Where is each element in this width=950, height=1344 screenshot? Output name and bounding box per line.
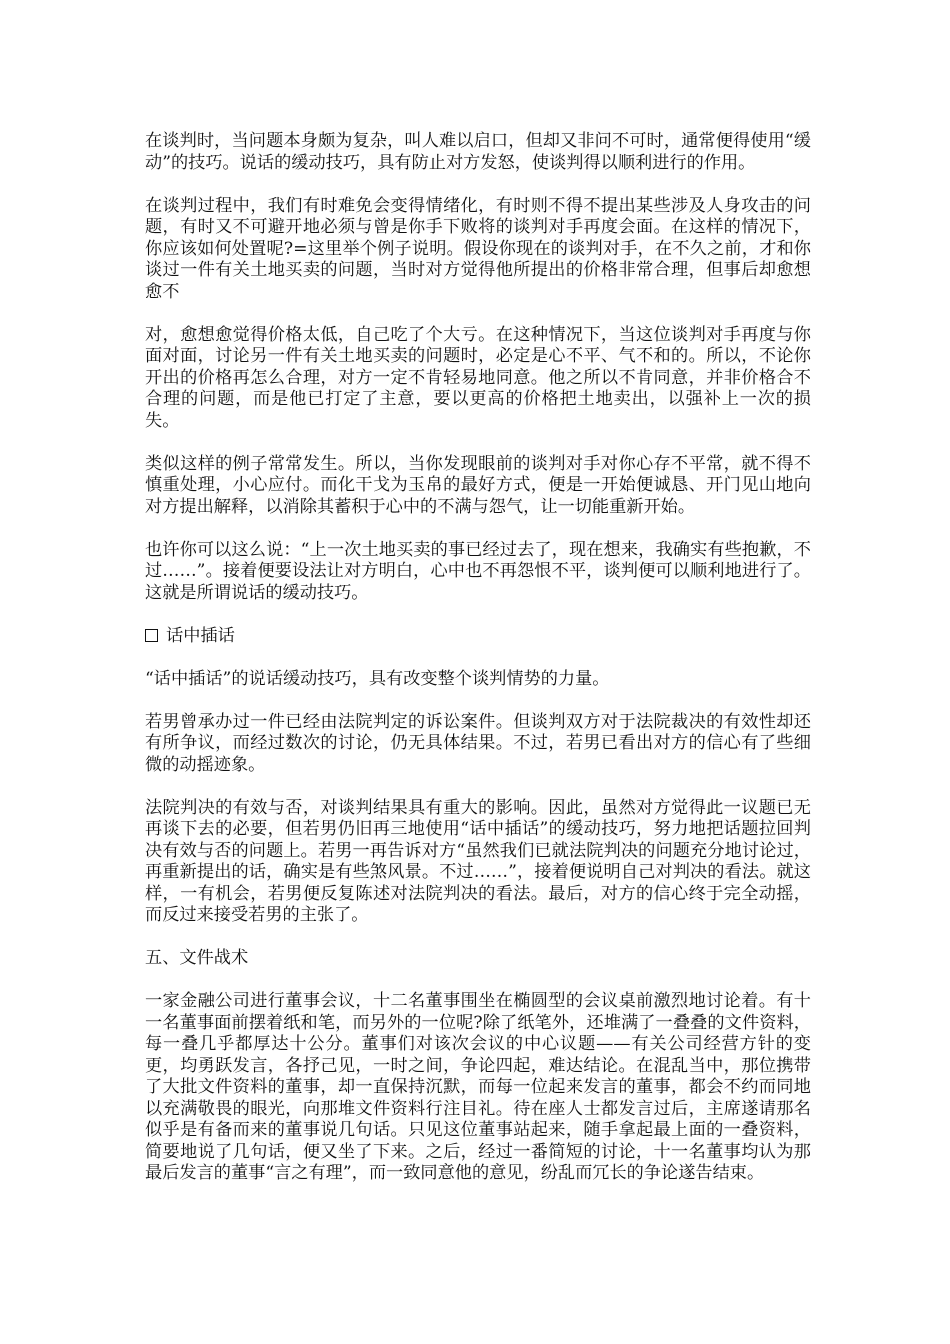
paragraph: 类似这样的例子常常发生。所以，当你发现眼前的谈判对手对你心存不平常，就不得不慎重处理，小心应付。而化干戈为玉帛的最好方式，便是一开始便诚恳、开门见山地向对方提出解释，以消除其蓄积于心中的不满与怨气，让一切能重新开始。 (145, 453, 811, 517)
section-heading-label: 话中插话 (166, 625, 235, 646)
document-body (145, 131, 811, 1206)
paragraph: 也许你可以这么说：“上一次土地买卖的事已经过去了，现在想来，我确实有些抱歉，不过……”。接着便要设法让对方明白，心中也不再怨恨不平，谈判便可以顺利地进行了。这就是所谓说话的缓动技巧。 (145, 539, 811, 603)
paragraph: 法院判决的有效与否，对谈判结果具有重大的影响。因此，虽然对方觉得此一议题已无再谈下去的必要，但若男仍旧再三地使用“话中插话”的缓动技巧，努力地把话题拉回判决有效与否的问题上。若男一再告诉对方“虽然我们已就法院判决的问题充分地讨论过，再重新提出的话，确实是有些煞风景。不过……”，接着便说明自己对判决的看法。就这样，一有机会，若男便反复陈述对法院判决的看法。最后，对方的信心终于完全动摇，而反过来接受若男的主张了。 (145, 797, 811, 925)
paragraph: 在谈判时，当问题本身颇为复杂，叫人难以启口，但却又非问不可时，通常便得使用“缓动”的技巧。说话的缓动技巧，具有防止对方发怒，使谈判得以顺利进行的作用。 (145, 131, 811, 173)
section-heading (145, 626, 811, 648)
paragraph: “话中插话”的说话缓动技巧，具有改变整个谈判情势的力量。 (145, 668, 610, 689)
paragraph: 一家金融公司进行董事会议，十二名董事围坐在椭圆型的会议桌前激烈地讨论着。有十一名董事面前摆着纸和笔，而另外的一位呢?除了纸笔外，还堆满了一叠叠的文件资料，每一叠几乎都厚达十公分。董事们对该次会议的中心议题——有关公司经营方针的变更，均勇跃发言，各抒己见，一时之间，争论四起，难达结论。在混乱当中，那位携带了大批文件资料的董事，却一直保持沉默，而每一位起来发言的董事，都会不约而同地以充满敬畏的眼光，向那堆文件资料行注目礼。待在座人士都发言过后，主席遂请那名似乎是有备而来的董事说几句话。只见这位董事站起来，随手拿起最上面的一叠资料，简要地说了几句话，便又坐了下来。之后，经过一番简短的讨论，十一名董事均认为那最后发言的董事“言之有理”，而一致同意他的意见，纷乱而冗长的争论遂告结束。 (145, 991, 811, 1183)
paragraph: 若男曾承办过一件已经由法院判定的诉讼案件。但谈判双方对于法院裁决的有效性却还有所争议，而经过数次的讨论，仍无具体结果。不过，若男已看出对方的信心有了些细微的动摇迹象。 (145, 711, 811, 775)
paragraph: 对，愈想愈觉得价格太低，自己吃了个大亏。在这种情况下，当这位谈判对手再度与你面对面，讨论另一件有关土地买卖的问题时，必定是心不平、气不和的。所以，不论你开出的价格再怎么合理，对方一定不肯轻易地同意。他之所以不肯同意，并非价格合不合理的问题，而是他已打定了主意，要以更高的价格把土地卖出，以强补上一次的损失。 (145, 324, 811, 431)
section-heading-5: 五、文件战术 (145, 948, 249, 968)
checkbox-icon (145, 629, 158, 642)
paragraph: 在谈判过程中，我们有时难免会变得情绪化，有时则不得不提出某些涉及人身攻击的问题，有时又不可避开地必须与曾是你手下败将的谈判对手再度会面。在这样的情况下，你应该如何处置呢?=这里举个例子说明。假设你现在的谈判对手，在不久之前，才和你谈过一件有关土地买卖的问题，当时对方觉得他所提出的价格非常合理，但事后却愈想愈不 (145, 195, 811, 302)
